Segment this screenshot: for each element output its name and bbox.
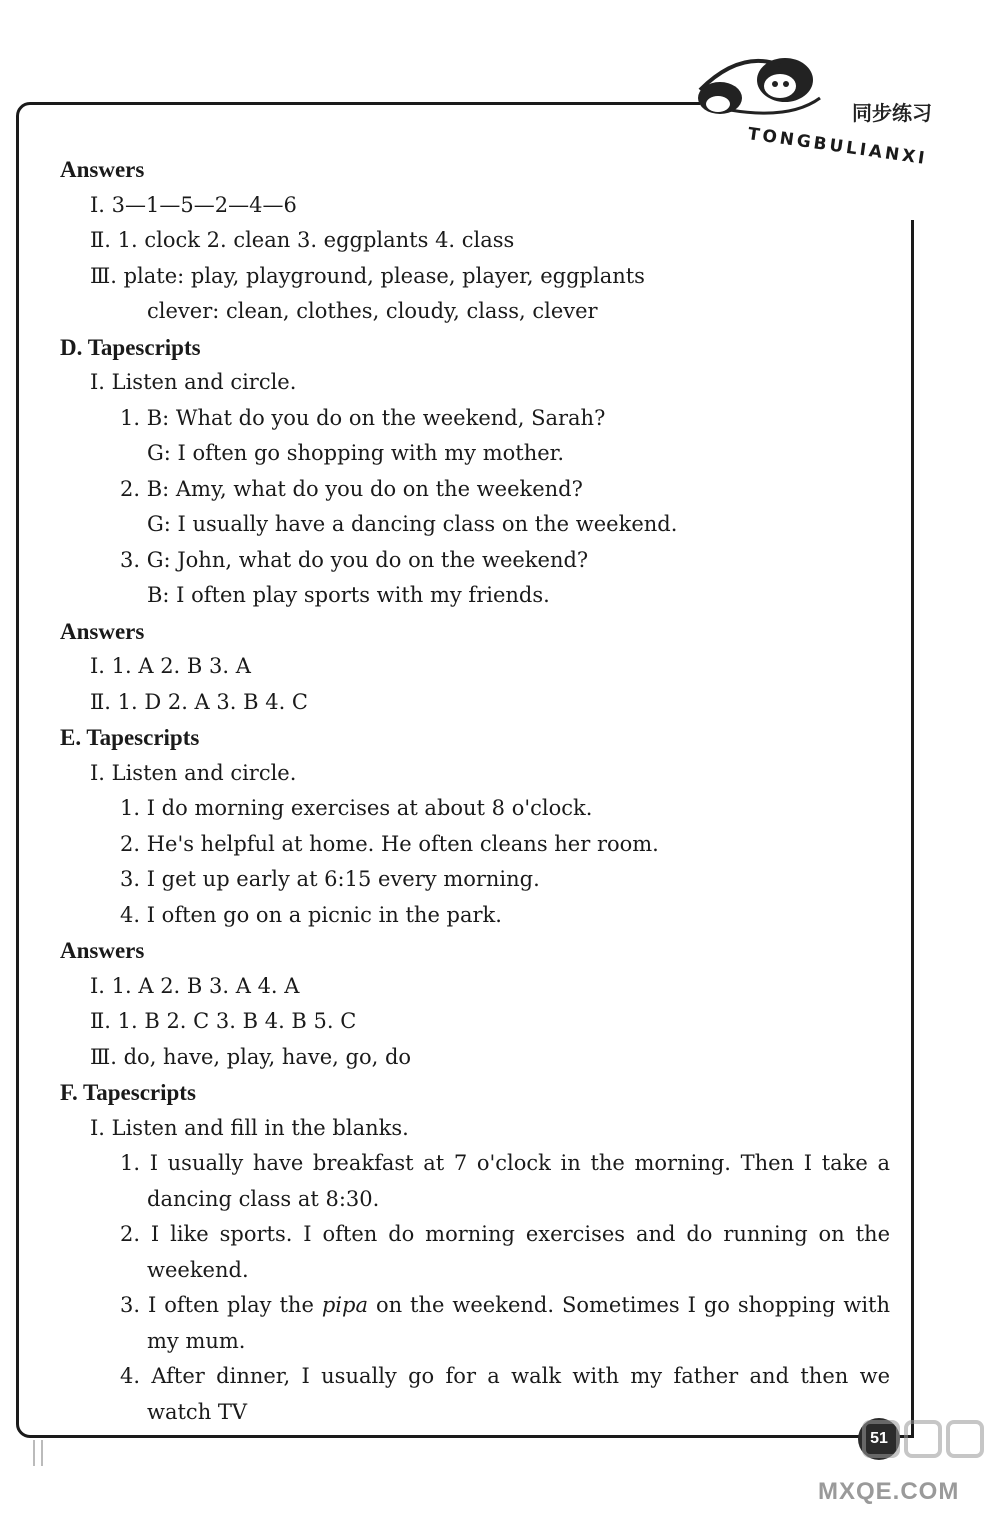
text-line: 1. I do morning exercises at about 8 o'clock. <box>120 796 593 820</box>
list-item: 4. After dinner, I usually go for a walk with my father and then we watch TV <box>120 1364 890 1424</box>
binding-marks-icon <box>30 1440 50 1470</box>
text-line: 3. I get up early at 6:15 every morning. <box>120 867 540 891</box>
text-line: Ⅱ. 1. clock 2. clean 3. eggplants 4. class <box>90 228 515 252</box>
text-line: G: I usually have a dancing class on the weekend. <box>147 512 678 536</box>
answer-content <box>60 152 890 1430</box>
text-line: Ⅰ. Listen and circle. <box>90 760 297 785</box>
text-line: clever: clean, clothes, cloudy, class, clever <box>147 299 598 323</box>
text-line: Ⅰ. 1. A 2. B 3. A 4. A <box>90 973 300 998</box>
section-heading: D. Tapescripts <box>60 334 201 360</box>
text-line: 1. B: What do you do on the weekend, Sarah? <box>120 405 606 430</box>
section-heading: Answers <box>60 618 145 644</box>
text-line: B: I often play sports with my friends. <box>147 583 550 607</box>
page-number: 51 <box>858 1418 900 1460</box>
logo-cn: 同步练习 <box>852 101 932 125</box>
item-text-pre: 3. I often play the <box>120 1293 322 1317</box>
list-item: 2. I like sports. I often do morning exercises and do running on the weekend. <box>120 1222 890 1282</box>
item-text-italic: pipa <box>321 1293 368 1317</box>
logo-pinyin: TONGBULIANXI <box>746 124 929 170</box>
watermark-text: MXQE.COM <box>818 1478 960 1505</box>
item-text-post: on the weekend. Sometimes I go shopping with my mum. <box>147 1293 890 1353</box>
lines-container <box>60 152 890 1146</box>
section-heading: E. Tapescripts <box>60 725 200 750</box>
text-line: Ⅱ. 1. B 2. C 3. B 4. B 5. C <box>90 1009 357 1033</box>
text-line: G: I often go shopping with my mother. <box>147 441 565 465</box>
text-line: Ⅰ. 3—1—5—2—4—6 <box>90 192 297 217</box>
text-line: 2. B: Amy, what do you do on the weekend? <box>120 476 583 501</box>
text-line: Ⅲ. do, have, play, have, go, do <box>90 1044 412 1069</box>
f-items-container <box>60 1146 890 1430</box>
text-line: 2. He's helpful at home. He often cleans her room. <box>120 831 659 856</box>
list-item: 1. I usually have breakfast at 7 o'clock in the morning. Then I take a dancing class at 8:30. <box>120 1151 890 1211</box>
text-line: 4. I often go on a picnic in the park. <box>120 902 502 927</box>
section-heading: Answers <box>60 157 145 182</box>
text-line: Ⅱ. 1. D 2. A 3. B 4. C <box>90 689 308 714</box>
text-line: Ⅰ. 1. A 2. B 3. A <box>90 654 251 678</box>
text-line: Ⅰ. Listen and fill in the blanks. <box>90 1115 409 1140</box>
text-line: Ⅲ. plate: play, playground, please, player, eggplants <box>90 263 645 288</box>
text-line: Ⅰ. Listen and circle. <box>90 370 297 394</box>
list-item <box>60 1288 890 1359</box>
section-heading: F. Tapescripts <box>60 1080 196 1105</box>
text-line: 3. G: John, what do you do on the weekend? <box>120 547 589 572</box>
section-heading: Answers <box>60 938 145 963</box>
